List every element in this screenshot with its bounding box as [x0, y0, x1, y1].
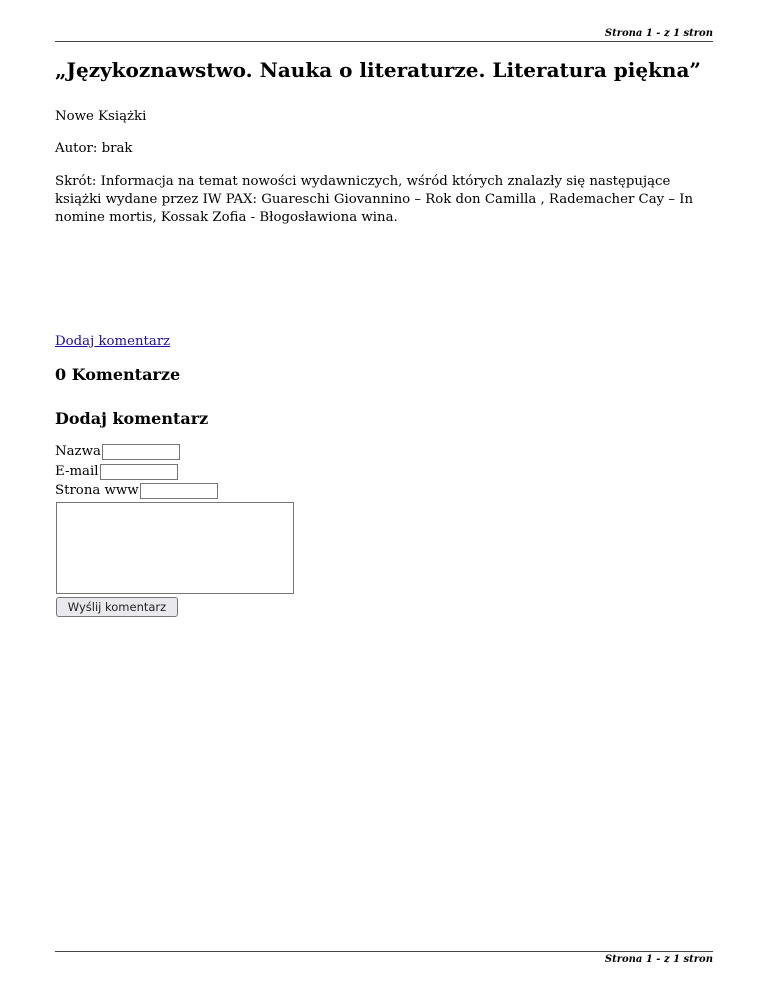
email-input[interactable]: [100, 464, 178, 480]
name-row: [55, 443, 180, 461]
page: [55, 0, 713, 994]
page-footer: [55, 951, 713, 965]
email-label: E-mail: [55, 464, 99, 479]
header-page-info: Strona 1 - z 1 stron: [604, 28, 713, 39]
article-author: Autor: brak: [55, 141, 133, 156]
page-header: [55, 28, 713, 42]
article-title: „Językoznawstwo. Nauka o literaturze. Literatura piękna”: [55, 58, 701, 82]
name-input[interactable]: [102, 444, 180, 460]
email-row: [55, 463, 178, 481]
article-abstract: Skrót: Informacja na temat nowości wydawniczych, wśród których znalazły się następujące książki wydane przez IW PAX: Guareschi Giovannino – Rok don Camilla , Rademacher Cay – In nomine mortis, Kossak Zofia - Błogosławiona wina.: [55, 174, 694, 225]
submit-comment-button[interactable]: Wyślij komentarz: [56, 597, 178, 617]
footer-page-info: Strona 1 - z 1 stron: [604, 954, 713, 965]
add-comment-heading: Dodaj komentarz: [55, 409, 209, 428]
website-label: Strona www: [55, 483, 139, 498]
article-category: Nowe Książki: [55, 109, 147, 124]
add-comment-link[interactable]: Dodaj komentarz: [55, 334, 171, 349]
comments-count-heading: 0 Komentarze: [55, 365, 181, 384]
website-input[interactable]: [140, 483, 218, 499]
name-label: Nazwa: [55, 444, 101, 459]
website-row: [55, 482, 218, 500]
comment-textarea[interactable]: [56, 502, 294, 594]
